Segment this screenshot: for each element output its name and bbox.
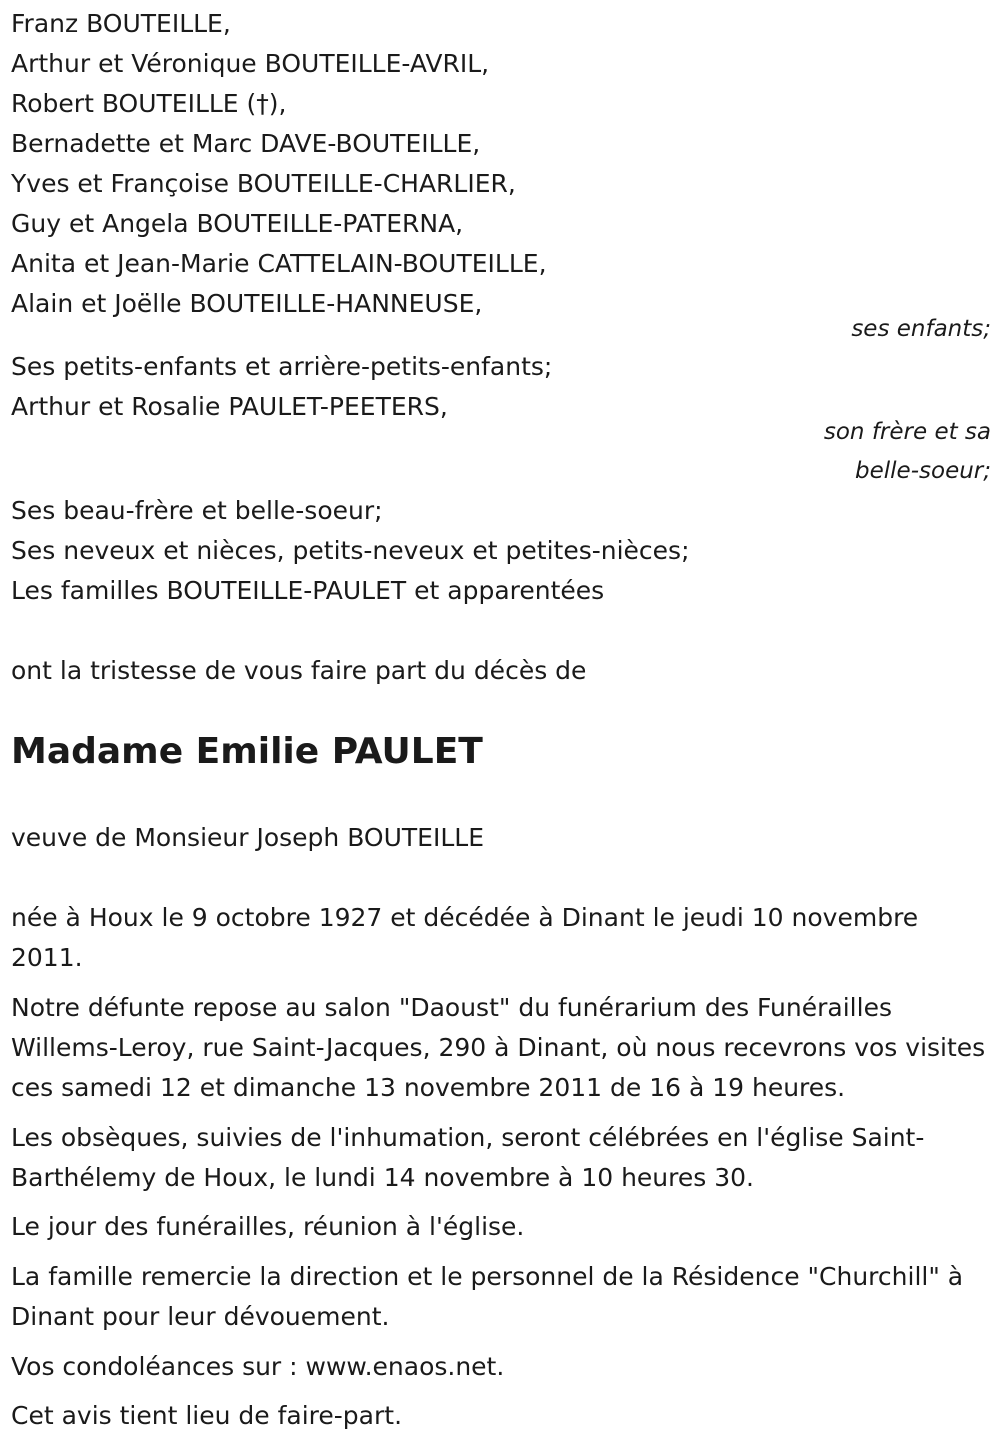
condolences-paragraph: Vos condoléances sur : www.enaos.net.	[11, 1352, 505, 1381]
deceased-name: Madame Emilie PAULET	[11, 731, 483, 772]
brother-line: Arthur et Rosalie PAULET-PEETERS,	[11, 392, 448, 421]
repose-paragraph: Notre défunte repose au salon "Daoust" du funérarium des Funérailles Willems-Leroy, rue Saint-Jacques, 290 à Dinant, où nous recevrons vos visites ces samedi 12 et dimanche 13 novembre 2011 de 16 à 19 heures.	[11, 993, 986, 1102]
family-line: Anita et Jean-Marie CATTELAIN-BOUTEILLE,	[11, 249, 547, 278]
funeral-paragraph: Les obsèques, suivies de l'inhumation, seront célébrées en l'église Saint-Barthélemy de Houx, le lundi 14 novembre à 10 heures 30.	[11, 1123, 925, 1192]
announcement: ont la tristesse de vous faire part du décès de	[11, 656, 587, 685]
notice-paragraph: Cet avis tient lieu de faire-part.	[11, 1401, 403, 1430]
children-label: ses enfants;	[851, 316, 991, 342]
widow-of: veuve de Monsieur Joseph BOUTEILLE	[11, 823, 484, 852]
meeting-paragraph: Le jour des funérailles, réunion à l'église.	[11, 1212, 525, 1241]
nephews-line: Ses neveux et nièces, petits-neveux et petites-nièces;	[11, 536, 690, 565]
birth-death-paragraph: née à Houx le 9 octobre 1927 et décédée à Dinant le jeudi 10 novembre 2011.	[11, 903, 919, 972]
family-line: Yves et Françoise BOUTEILLE-CHARLIER,	[11, 169, 516, 198]
family-line: Guy et Angela BOUTEILLE-PATERNA,	[11, 209, 464, 238]
grandchildren-line: Ses petits-enfants et arrière-petits-enfants;	[11, 352, 553, 381]
brother-label-1: son frère et sa	[823, 419, 991, 445]
brother-label-2: belle-soeur;	[855, 458, 991, 484]
family-line: Alain et Joëlle BOUTEILLE-HANNEUSE,	[11, 289, 483, 318]
family-line: Robert BOUTEILLE (†),	[11, 89, 287, 118]
thanks-paragraph: La famille remercie la direction et le personnel de la Résidence "Churchill" à Dinant pour leur dévouement.	[11, 1262, 964, 1331]
families-line: Les familles BOUTEILLE-PAULET et apparentées	[11, 576, 605, 605]
family-line: Franz BOUTEILLE,	[11, 9, 231, 38]
family-line: Arthur et Véronique BOUTEILLE-AVRIL,	[11, 49, 490, 78]
family-line: Bernadette et Marc DAVE-BOUTEILLE,	[11, 129, 481, 158]
in-laws-line: Ses beau-frère et belle-soeur;	[11, 496, 383, 525]
